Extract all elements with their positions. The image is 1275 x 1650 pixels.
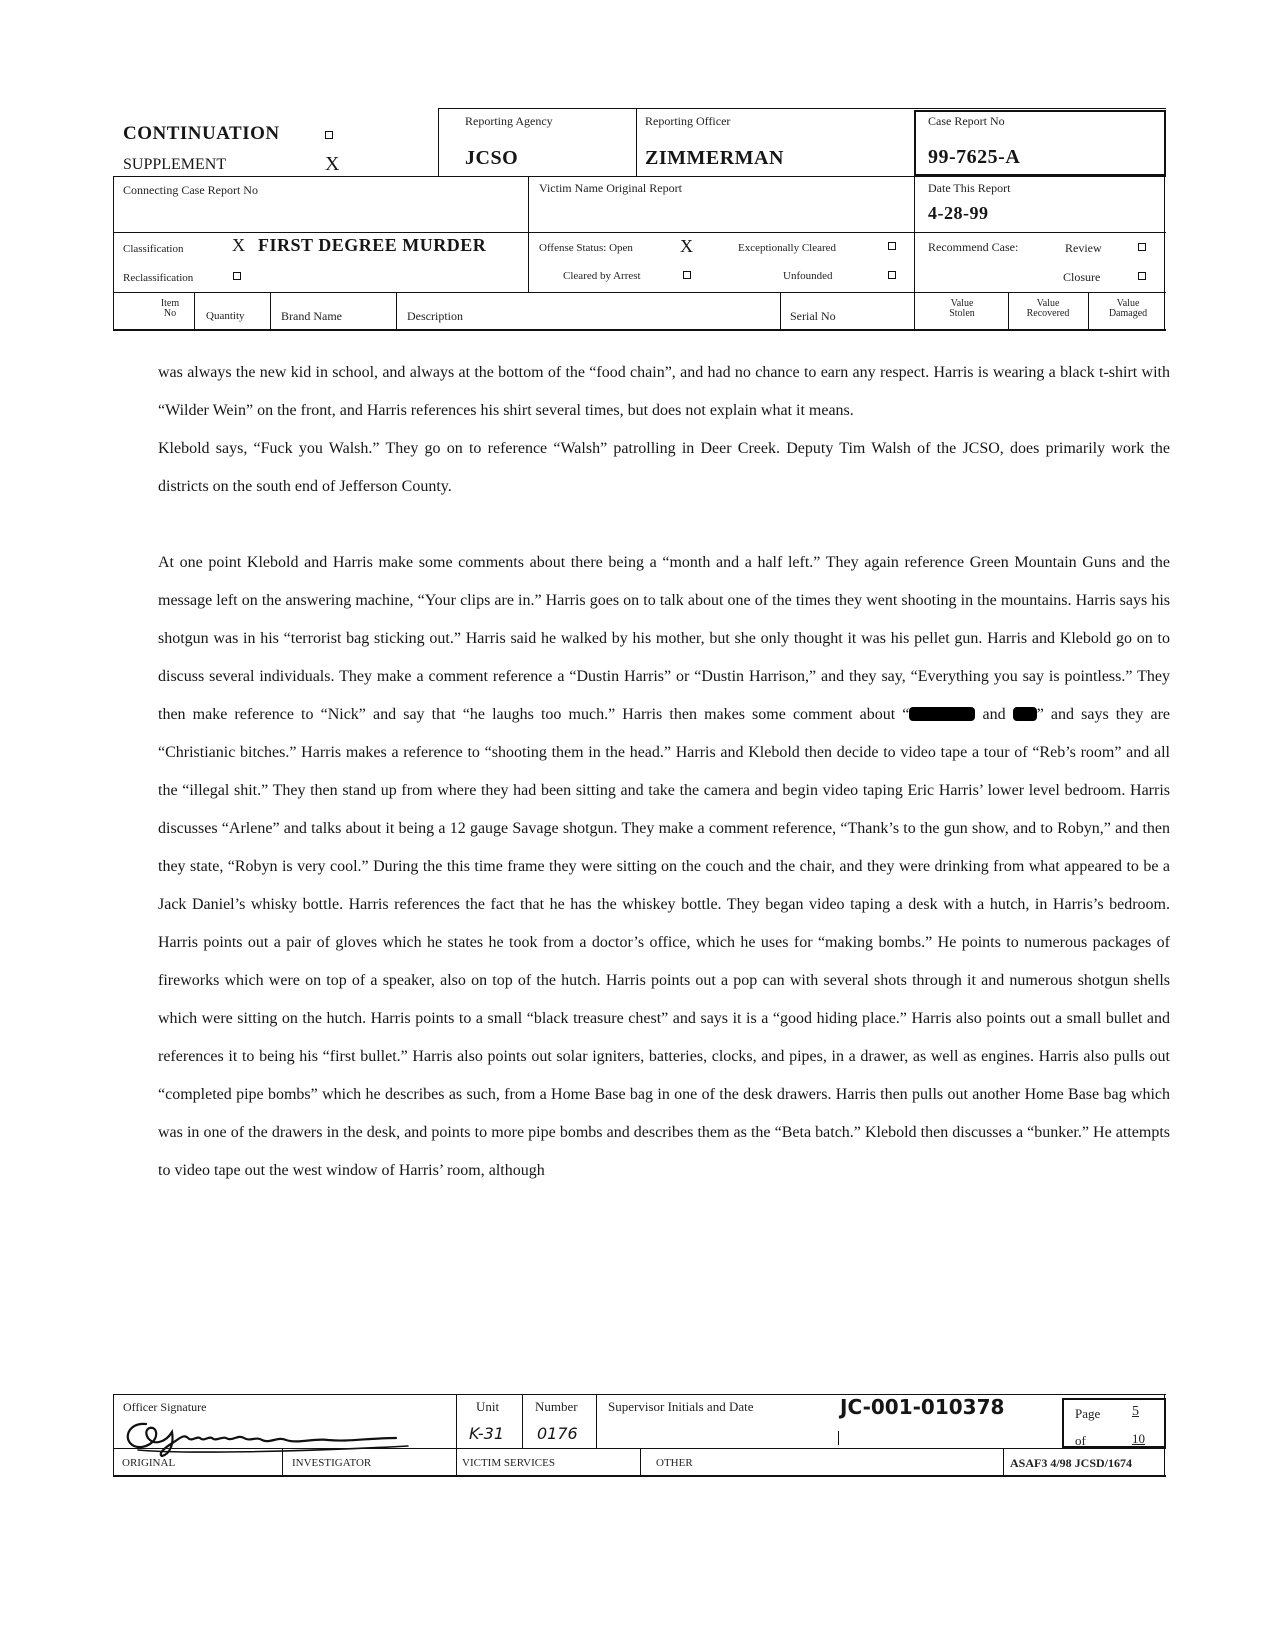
review-checkbox[interactable] xyxy=(1138,243,1146,251)
total-pages: 10 xyxy=(1132,1431,1145,1446)
classification-label: Classification xyxy=(123,243,184,255)
supervisor-label: Supervisor Initials and Date xyxy=(608,1399,754,1414)
col-value-stolen: Value Stolen xyxy=(949,298,975,319)
exceptionally-cleared-label: Exceptionally Cleared xyxy=(738,242,837,254)
date-report-label: Date This Report xyxy=(928,181,1011,195)
form-number: ASAF3 4/98 JCSD/1674 xyxy=(1010,1456,1133,1470)
reclassification-label: Reclassification xyxy=(123,272,194,284)
page-number: 5 xyxy=(1132,1404,1139,1419)
unfounded-checkbox[interactable] xyxy=(888,271,896,279)
supplement-label: SUPPLEMENT xyxy=(123,156,227,173)
redaction-block xyxy=(909,707,975,721)
officer-signature-label: Officer Signature xyxy=(123,1400,207,1414)
col-serial-no: Serial No xyxy=(790,309,836,323)
cleared-by-arrest-checkbox[interactable] xyxy=(683,271,691,279)
reporting-agency-value: JCSO xyxy=(465,147,519,169)
continuation-label: CONTINUATION xyxy=(123,123,280,144)
copy-original: ORIGINAL xyxy=(122,1457,176,1469)
reporting-officer-label: Reporting Officer xyxy=(645,114,731,128)
case-report-value: 99-7625-A xyxy=(928,146,1021,168)
document-id: JC-001-010378 xyxy=(840,1395,1005,1419)
unit-value: K-31 xyxy=(469,1424,505,1443)
copy-investigator: INVESTIGATOR xyxy=(292,1457,372,1469)
reporting-agency-label: Reporting Agency xyxy=(465,114,553,128)
offense-open-mark: X xyxy=(680,236,693,256)
narrative-paragraph-3-part-a: At one point Klebold and Harris make some comments about there being a “month and a half left.” They again reference Green Mountain Guns and the message left on the answering machine, “Your clips are in.” Harris goes on to talk about one of the times they went shooting in the mountains. Harris says his shotgun was in his “terrorist bag sticking out.” Harris said he walked by his mother, but she only thought it was his pellet gun. Harris and Klebold go on to discuss several individuals. They make a comment reference a “Dustin Harris” or “Dustin Harrison,” and they say, “Everything you say is pointless.” They then make reference to “Nick” and say that “he laughs too much.” Harris then makes some comment about “ xyxy=(158,554,1170,723)
continuation-checkbox[interactable] xyxy=(325,131,333,139)
review-label: Review xyxy=(1065,241,1102,255)
victim-name-label: Victim Name Original Report xyxy=(539,181,682,195)
closure-checkbox[interactable] xyxy=(1138,272,1146,280)
classification-value: FIRST DEGREE MURDER xyxy=(258,235,487,255)
col-value-damaged: Value Damaged xyxy=(1108,298,1148,319)
connecting-case-label: Connecting Case Report No xyxy=(123,183,258,197)
col-item-no: Item No xyxy=(160,298,180,319)
closure-label: Closure xyxy=(1063,270,1101,284)
offense-status-label: Offense Status: Open xyxy=(539,242,633,254)
unit-label: Unit xyxy=(476,1399,500,1414)
exceptionally-cleared-checkbox[interactable] xyxy=(888,242,896,250)
narrative xyxy=(158,354,1170,1190)
date-report-value: 4-28-99 xyxy=(928,203,989,223)
narrative-paragraph-3-part-b: ” and says they are “Christianic bitches.” Harris makes a reference to “shooting them in the head.” Harris and Klebold then decide to video tape a tour of “Reb’s room” and all the “illegal shit.” They then stand up from where they had been sitting and take the camera and begin video taping Eric Harris’ lower level bedroom. Harris discusses “Arlene” and talks about it being a 12 gauge Savage shotgun. They make a comment reference, “Thank’s to the gun show, and to Robyn,” and then they state, “Robyn is very cool.” During the this time frame they were sitting on the couch and the chair, and they were drinking from what appeared to be a Jack Daniel’s whisky bottle. Harris references the fact that he has the whiskey bottle. They began video taping a desk with a hutch, in Harris’s bedroom. Harris points out a pair of gloves which he states he took from a doctor’s office, which he uses for “making bombs.” He points to numerous packages of fireworks which were on top of a speaker, also on top of the hutch. Harris points out a pop can with several shots through it and numerous shotgun shells which were sitting on the hutch. Harris points to a small “black treasure chest” and says it is a “good hiding place.” Harris also points out a small bullet and references it to being his “first bullet.” Harris also points out solar igniters, batteries, clocks, and pipes, in a drawer, as well as engines. Harris also pulls out “completed pipe bombs” which he describes as such, from a Home Base bag in one of the desk drawers. Harris then pulls out another Home Base bag which was in one of the drawers in the desk, and points to more pipe bombs and describes them as the “Beta batch.” Klebold then discusses a “bunker.” He attempts to video tape out the west window of Harris’ room, although xyxy=(158,706,1170,1179)
narrative-paragraph-1: was always the new kid in school, and always at the bottom of the “food chain”, and had no chance to earn any respect. Harris is wearing a black t-shirt with “Wilder Wein” on the front, and Harris references his shirt several times, but does not explain what it means. xyxy=(158,364,1170,419)
copy-other: OTHER xyxy=(656,1457,693,1469)
page-label: Page xyxy=(1075,1406,1101,1421)
officer-signature xyxy=(118,1414,418,1458)
narrative-paragraph-3 xyxy=(158,544,1170,1190)
col-brand-name: Brand Name xyxy=(281,309,342,323)
narrative-conjunction: and xyxy=(975,706,1013,723)
copy-victim-services: VICTIM SERVICES xyxy=(462,1457,555,1469)
case-report-label: Case Report No xyxy=(928,114,1005,128)
unfounded-label: Unfounded xyxy=(783,270,833,282)
classification-mark: X xyxy=(232,235,246,255)
redaction-block xyxy=(1013,707,1037,721)
col-value-recovered: Value Recovered xyxy=(1026,298,1070,319)
number-label: Number xyxy=(535,1399,578,1414)
narrative-paragraph-2: Klebold says, “Fuck you Walsh.” They go on to reference “Walsh” patrolling in Deer Creek. Deputy Tim Walsh of the JCSO, does primarily work the districts on the south end of Jefferson County. xyxy=(158,440,1170,495)
reclassification-checkbox[interactable] xyxy=(233,272,241,280)
of-label: of xyxy=(1075,1433,1086,1448)
cleared-by-arrest-label: Cleared by Arrest xyxy=(563,270,641,282)
col-description: Description xyxy=(407,309,463,323)
reporting-officer-value: ZIMMERMAN xyxy=(645,147,784,169)
number-value: 0176 xyxy=(537,1424,578,1443)
col-quantity: Quantity xyxy=(206,310,245,322)
supplement-mark: X xyxy=(325,153,340,175)
recommend-case-label: Recommend Case: xyxy=(928,240,1019,254)
